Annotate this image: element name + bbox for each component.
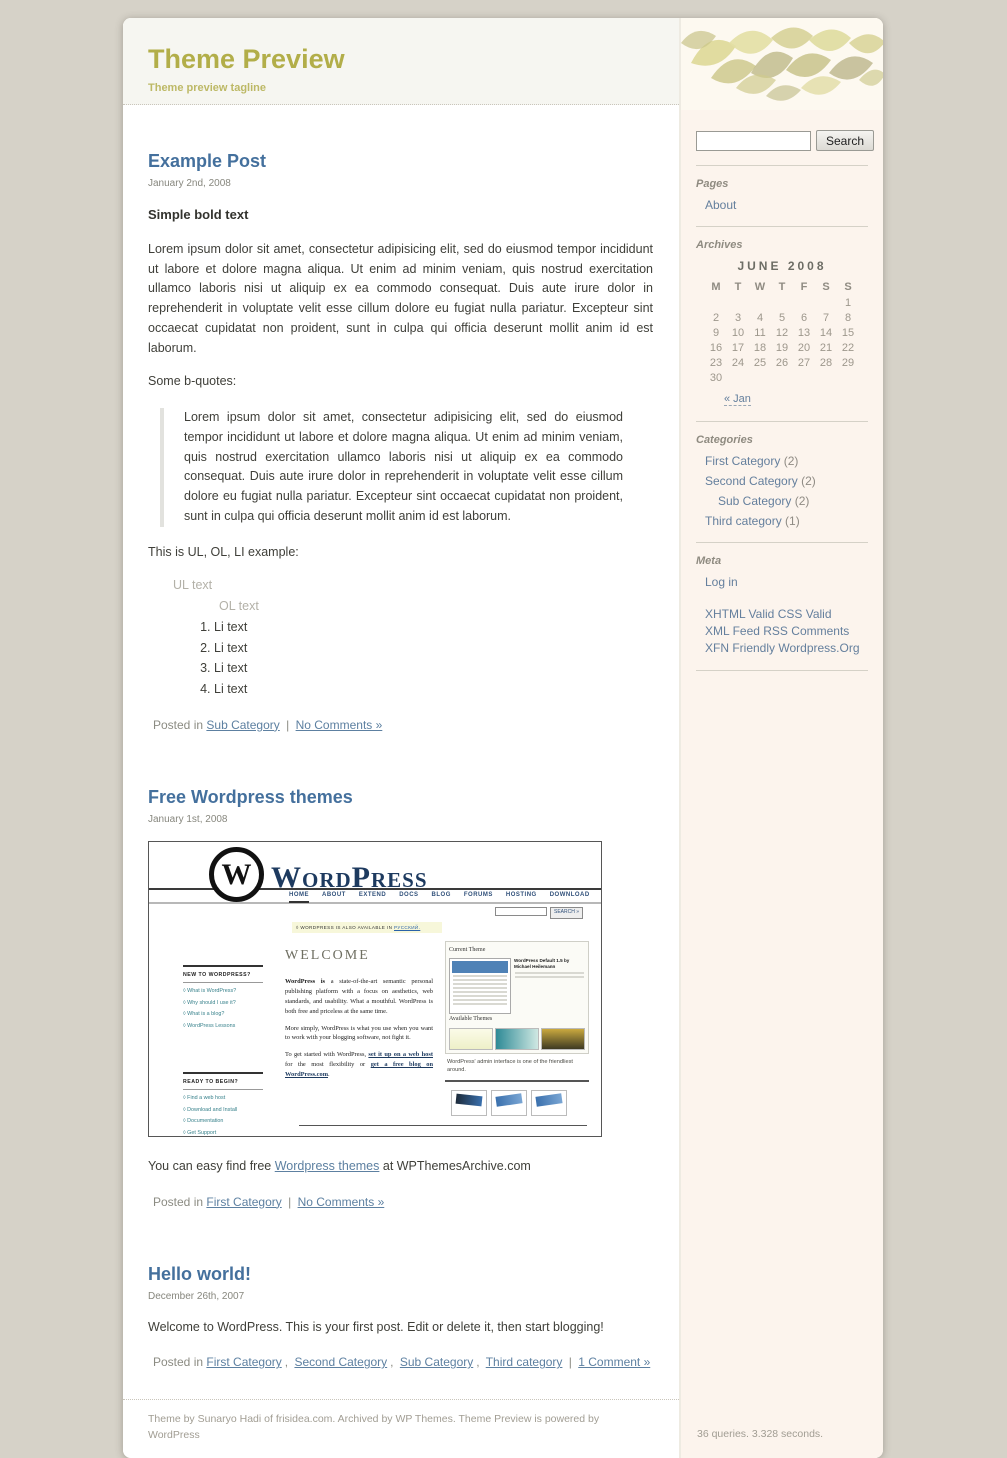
section-heading: READY TO BEGIN?: [183, 1072, 263, 1090]
wordpress-org-link[interactable]: Wordpress.Org: [778, 641, 860, 655]
calendar-day: 28: [819, 356, 833, 369]
wordpress-nav: [289, 891, 590, 903]
calendar-day-header: F: [800, 281, 808, 293]
category-link[interactable]: First Category: [206, 1355, 282, 1370]
link: ◊ Get Support: [183, 1129, 217, 1136]
category-link[interactable]: First Category: [206, 1194, 282, 1209]
calendar-day: [749, 295, 771, 310]
site-header: [123, 18, 679, 105]
section-heading: NEW TO WORDPRESS?: [183, 965, 263, 983]
content-area: [123, 105, 679, 1399]
wordpress-main-text: WELCOME WordPress is a state-of-the-art semantic personal publishing platform with a focus on aesthetics, web standards, and usability. What a mouthful. WordPress is both free and priceless at the same time. More simply, WordPress is what you use when you want to work with your blogging software, not fight it. To get started with WordPress, set it up on a web host for the most flexibility or get a free blog on WordPress.com.: [271, 937, 443, 1136]
link: ◊ Documentation: [183, 1118, 224, 1125]
calendar-day: [837, 370, 859, 385]
calendar-day-header: T: [778, 281, 786, 293]
calendar-day: 27: [797, 356, 811, 369]
divider: [696, 670, 868, 671]
sidebar: [679, 18, 883, 1458]
ordered-list: [196, 618, 653, 700]
category-link[interactable]: Second Category: [294, 1355, 388, 1370]
calendar-day: 13: [797, 326, 811, 339]
posted-in-label: Posted in: [153, 1355, 204, 1370]
footer: [123, 1399, 679, 1458]
post-free-wordpress-themes: [148, 787, 653, 1209]
widget-heading: Categories: [696, 434, 753, 446]
nav-item: BLOG: [431, 891, 451, 898]
page-wrapper: [123, 18, 883, 1458]
calendar-day: 14: [819, 326, 833, 339]
sidebar-item-third-category[interactable]: Third category (1): [705, 514, 800, 528]
wordpress-themes-link[interactable]: Wordpress themes: [274, 1158, 380, 1173]
list-item: 2. Li text: [214, 639, 653, 659]
paragraph: Lorem ipsum dolor sit amet, consectetur adipisicing elit, sed do eiusmod tempor incididunt ut labore et dolore magna aliqua. Ut enim ad minim veniam, quis nostrud exercitation ullamco laboris nisi ut aliquip ex ea commodo consequat. Duis aute irure dolor in reprehenderit in voluptate velit esse cillum dolore eu fugiat nulla pariatur. Excepteur sint occaecat cupidatat non proident, sunt in culpa qui officia deserunt mollit anim id est laborum.: [148, 241, 653, 355]
nav-item: DOCS: [399, 891, 419, 898]
divider: [696, 421, 868, 422]
nav-item: FORUMS: [463, 891, 493, 898]
calendar-day: [793, 295, 815, 310]
categories-widget: [696, 434, 868, 528]
nav-item: HOME: [289, 891, 309, 903]
divider: [696, 226, 868, 227]
theme-name: WordPress Default 1.5 by Michael Heilemann: [514, 958, 570, 970]
link: ◊ Why should I use it?: [183, 999, 236, 1006]
xhtml-valid-link[interactable]: XHTML Valid: [705, 607, 775, 621]
admin-caption: WordPress' admin interface is one of the friendliest around.: [447, 1058, 573, 1073]
calendar-day-header: W: [754, 281, 766, 293]
calendar-day: 18: [753, 341, 767, 354]
log-in-link[interactable]: Log in: [705, 575, 738, 589]
xml-feed-link[interactable]: XML Feed: [705, 624, 760, 638]
category-link[interactable]: Third category: [485, 1355, 563, 1370]
post-body: [148, 205, 653, 700]
post-title[interactable]: Example Post: [148, 151, 267, 171]
category-link[interactable]: Sub Category: [206, 717, 280, 732]
post-date: December 26th, 2007: [148, 1290, 245, 1302]
sidebar-item-second-category[interactable]: Second Category (2): [705, 474, 816, 488]
paragraph: You can easy find free Wordpress themes at WPThemesArchive.com: [148, 1158, 531, 1173]
calendar-day: 30: [709, 371, 723, 384]
post-meta: Posted in First Category , Second Category , Sub Category , Third category | 1 Comment »: [153, 1355, 651, 1370]
calendar-day: 1: [844, 296, 852, 309]
wordpress-org-screenshot: [148, 841, 602, 1137]
search-button[interactable]: Search: [816, 130, 874, 151]
wordpress-left-sidebar: [159, 937, 271, 1136]
nav-item: DOWNLOAD: [549, 891, 590, 898]
post-title[interactable]: Hello world!: [148, 1263, 251, 1284]
list-item: 3. Li text: [214, 659, 653, 679]
list-label: This is UL, OL, LI example:: [148, 544, 299, 559]
calendar-day: [793, 370, 815, 385]
list-item: 1. Li text: [214, 618, 653, 638]
post-meta: [148, 718, 653, 732]
calendar-day: 10: [731, 326, 745, 339]
link: ◊ What is a blog?: [183, 1011, 225, 1018]
footer-stats: 36 queries. 3.328 seconds.: [697, 1427, 824, 1440]
calendar-day-header: M: [711, 281, 721, 293]
calendar-day: 22: [841, 341, 855, 354]
sidebar-item-sub-category[interactable]: Sub Category (2): [718, 494, 810, 508]
footer-credits: Theme by Sunaryo Hadi of frisidea.com. Archived by WP Themes. Theme Preview is powered by WordPress: [148, 1413, 600, 1441]
divider: [696, 165, 868, 166]
archives-widget: [696, 239, 868, 407]
calendar-day: 21: [819, 341, 833, 354]
divider: [299, 1125, 587, 1126]
calendar-day: 9: [712, 326, 720, 339]
calendar-day: 6: [800, 311, 808, 324]
calendar-body: [705, 295, 859, 385]
post-hello-world: [148, 1264, 653, 1370]
sidebar-item-first-category[interactable]: First Category (2): [705, 454, 799, 468]
site-tagline: Theme preview tagline: [148, 82, 266, 94]
calendar-day: 20: [797, 341, 811, 354]
blockquote: Lorem ipsum dolor sit amet, consectetur adipisicing elit, sed do eiusmod tempor incididunt ut labore et dolore magna aliqua. Ut enim ad minim veniam, quis nostrud exercitation ullamco laboris nisi ut aliquip ex ea commodo consequat. Duis aute irure dolor in reprehenderit in voluptate velit esse cillum dolore eu fugiat nulla pariatur. Excepteur sint occaecat cupidatat non proident, sunt in culpa qui officia deserunt mollit anim id est laborum.: [160, 408, 623, 527]
leaf-decoration: [681, 18, 883, 110]
admin-screenshot-thumbnail: [449, 958, 511, 1014]
russian-link: РУССКИЙ.: [394, 924, 421, 930]
calendar-day: 26: [775, 356, 789, 369]
calendar-day: 8: [844, 311, 852, 324]
separator: |: [568, 1355, 572, 1370]
post-date: January 1st, 2008: [148, 813, 228, 825]
calendar-day-header: S: [844, 281, 852, 293]
welcome-heading: WELCOME: [285, 947, 370, 963]
calendar-day: 17: [731, 341, 745, 354]
post-example-post: [148, 151, 653, 732]
widget-heading: Meta: [696, 555, 722, 567]
calendar-day: [815, 370, 837, 385]
sidebar-item-about[interactable]: About: [705, 198, 737, 212]
search-button: SEARCH »: [550, 907, 583, 919]
available-themes-strip: [449, 1028, 585, 1050]
calendar-day: 19: [775, 341, 789, 354]
calendar-day: 15: [841, 326, 855, 339]
separator: |: [286, 717, 290, 732]
link: ◊ Download and Install: [183, 1106, 238, 1113]
calendar-day: [727, 370, 749, 385]
language-notice: ◊ WORDPRESS IS ALSO AVAILABLE IN РУССКИЙ.: [292, 922, 442, 933]
comments-link[interactable]: No Comments »: [297, 1194, 385, 1209]
calendar-day: 16: [709, 341, 723, 354]
link: ◊ WordPress Lessons: [183, 1022, 236, 1029]
bquote-label: Some b-quotes:: [148, 374, 237, 389]
link: ◊ What is WordPress?: [183, 987, 237, 994]
xfn-friendly-link[interactable]: XFN Friendly: [705, 641, 776, 655]
calendar-day: 23: [709, 356, 723, 369]
wordpress-logo-icon: W: [209, 847, 264, 902]
available-themes-label: Available Themes: [449, 1016, 493, 1023]
bold-text: Simple bold text: [148, 207, 249, 222]
rss-comments-link[interactable]: RSS Comments: [763, 624, 850, 638]
css-valid-link[interactable]: CSS Valid: [777, 607, 832, 621]
link: ◊ Find a web host: [183, 1095, 226, 1102]
calendar-day: [771, 295, 793, 310]
calendar-day: 4: [756, 311, 764, 324]
main-column: [123, 18, 679, 1458]
current-theme-label: Current Theme: [449, 946, 486, 953]
comments-link[interactable]: 1 Comment »: [578, 1355, 651, 1370]
category-link[interactable]: Sub Category: [399, 1355, 474, 1370]
theme-thumbnails: [445, 1090, 589, 1116]
nav-item: HOSTING: [505, 891, 537, 898]
nav-item: ABOUT: [322, 891, 346, 898]
search-box: [495, 907, 547, 916]
calendar-day: 25: [753, 356, 767, 369]
divider: [696, 542, 868, 543]
divider: [445, 1080, 589, 1082]
calendar-day: 11: [754, 326, 766, 339]
wordpress-search: [495, 907, 583, 919]
calendar-day: 2: [712, 311, 720, 324]
calendar-day: [771, 370, 793, 385]
calendar-day: [815, 295, 837, 310]
post-date: January 2nd, 2008: [148, 178, 231, 189]
calendar-day: [705, 295, 727, 310]
calendar-day: 24: [731, 356, 745, 369]
calendar-day: 3: [734, 311, 742, 324]
list-item: 4. Li text: [214, 680, 653, 700]
widget-heading: Pages: [696, 178, 729, 190]
paragraph: Welcome to WordPress. This is your first post. Edit or delete it, then start blogging!: [148, 1319, 604, 1334]
calendar: [705, 259, 859, 385]
site-title[interactable]: Theme Preview: [148, 44, 345, 74]
search-widget: [696, 130, 868, 151]
nav-item: EXTEND: [358, 891, 387, 898]
calendar-day-header: T: [734, 281, 742, 293]
meta-widget: [696, 555, 868, 656]
calendar-day: 5: [778, 311, 786, 324]
posted-in-label: Posted in: [153, 1194, 204, 1209]
calendar-day: 7: [822, 311, 830, 324]
ol-item: OL text: [219, 599, 259, 613]
calendar-day-header: S: [822, 281, 830, 293]
posted-in-label: Posted in: [153, 717, 204, 732]
wordpress-theme-panel: [443, 937, 591, 1136]
comments-link[interactable]: No Comments »: [295, 717, 383, 732]
previous-month-link[interactable]: « Jan: [724, 393, 751, 405]
separator: |: [288, 1194, 292, 1209]
pages-widget: [696, 178, 868, 212]
calendar-day: [749, 370, 771, 385]
calendar-day: 29: [841, 356, 855, 369]
calendar-day: 12: [775, 326, 789, 339]
calendar-day: [727, 295, 749, 310]
widget-heading: Archives: [696, 239, 743, 251]
post-meta: [148, 1195, 653, 1209]
search-input[interactable]: [696, 131, 811, 151]
calendar-title: JUNE 2008: [737, 259, 827, 273]
wordpress-wordmark: WORDPRESS: [271, 860, 428, 894]
post-title[interactable]: Free Wordpress themes: [148, 786, 353, 807]
ul-item: UL text: [173, 578, 213, 593]
